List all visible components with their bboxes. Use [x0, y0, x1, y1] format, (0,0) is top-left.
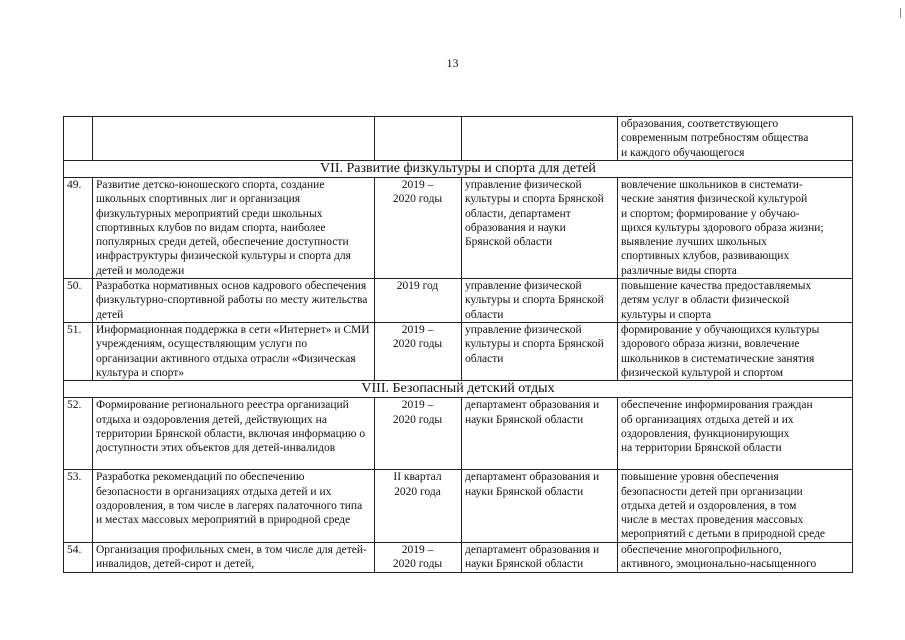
measure-cell: [93, 117, 375, 161]
measure-cell: Организация профильных смен, в том числе для детей-инвалидов, детей-сирот и детей,: [93, 542, 375, 572]
table-row: [64, 542, 853, 572]
measure-cell: Информационная поддержка в сети «Интернет» и СМИ учреждениям, осуществляющим услуги по организации активного отдыха отрасли «Физическая культура и спорт»: [93, 323, 375, 381]
row-number: 54.: [64, 542, 93, 572]
result-cell: обеспечение информирования граждан об организациях отдыха детей и их оздоровления, функционирующих на территории Брянской области: [618, 398, 853, 470]
section-title: VII. Развитие физкультуры и спорта для детей: [64, 161, 853, 178]
table-row: [64, 279, 853, 323]
result-cell: формирование у обучающихся культуры здорового образа жизни, вовлечение школьников в систематические занятия физической культурой и спортом: [618, 323, 853, 381]
table-row: [64, 470, 853, 542]
row-number: 52.: [64, 398, 93, 470]
num-cell: [64, 117, 93, 161]
executor-cell: [462, 117, 618, 161]
result-cell: повышение уровня обеспечения безопасности детей при организации отдыха детей и оздоровления, в том числе в местах проведения массовых мероприятий с детьми в природной среде: [618, 470, 853, 542]
executor-cell: управление физической культуры и спорта Брянской области, департамент образования и науки Брянской области: [462, 178, 618, 279]
measure-cell: Разработка нормативных основ кадрового обеспечения физкультурно-спортивной работы по месту жительства детей: [93, 279, 375, 323]
result-cell: вовлечение школьников в системати- ческие занятия физической культурой и спортом; формирование у обучаю- щихся культуры здорового образа жизни; выявление лучших школьных спортивных клубов, развивающих различные виды спорта: [618, 178, 853, 279]
row-number: 53.: [64, 470, 93, 542]
term-cell: II квартал 2020 года: [375, 470, 462, 542]
term-cell: 2019 – 2020 годы: [375, 398, 462, 470]
scan-mark: [900, 8, 901, 18]
term-cell: [375, 117, 462, 161]
section-title: VIII. Безопасный детский отдых: [64, 381, 853, 398]
term-cell: 2019 – 2020 годы: [375, 542, 462, 572]
page-number: 13: [446, 56, 459, 70]
term-cell: 2019 – 2020 годы: [375, 323, 462, 381]
result-cell: повышение качества предоставляемых детям услуг в области физической культуры и спорта: [618, 279, 853, 323]
row-number: 50.: [64, 279, 93, 323]
table-row: [64, 398, 853, 470]
executor-cell: департамент образования и науки Брянской области: [462, 470, 618, 542]
section-header-row: [64, 381, 853, 398]
result-cell: образования, соответствующего современным потребностям общества и каждого обучающегося: [618, 117, 853, 161]
continuation-row: [64, 117, 853, 161]
measure-cell: Развитие детско-юношеского спорта, создание школьных спортивных лиг и организация физкультурных мероприятий среди школьных спортивных клубов по видам спорта, наиболее популярных среди детей, обеспечение доступности инфраструктуры физической культуры и спорта для детей и молодежи: [93, 178, 375, 279]
table-row: [64, 323, 853, 381]
row-number: 51.: [64, 323, 93, 381]
measure-cell: Формирование регионального реестра организаций отдыха и оздоровления детей, действующих на территории Брянской области, включая информацию о доступности этих объектов для детей-инвалидов: [93, 398, 375, 470]
executor-cell: управление физической культуры и спорта Брянской области: [462, 279, 618, 323]
executor-cell: департамент образования и науки Брянской области: [462, 398, 618, 470]
term-cell: 2019 – 2020 годы: [375, 178, 462, 279]
table-row: [64, 178, 853, 279]
measures-table: [63, 116, 853, 573]
executor-cell: управление физической культуры и спорта Брянской области: [462, 323, 618, 381]
section-header-row: [64, 161, 853, 178]
row-number: 49.: [64, 178, 93, 279]
measure-cell: Разработка рекомендаций по обеспечению безопасности в организациях отдыха детей и их оздоровления, в том числе в лагерях палаточного типа и местах массовых мероприятий в природной среде: [93, 470, 375, 542]
executor-cell: департамент образования и науки Брянской области: [462, 542, 618, 572]
result-cell: обеспечение многопрофильного, активного, эмоционально-насыщенного: [618, 542, 853, 572]
term-cell: 2019 год: [375, 279, 462, 323]
